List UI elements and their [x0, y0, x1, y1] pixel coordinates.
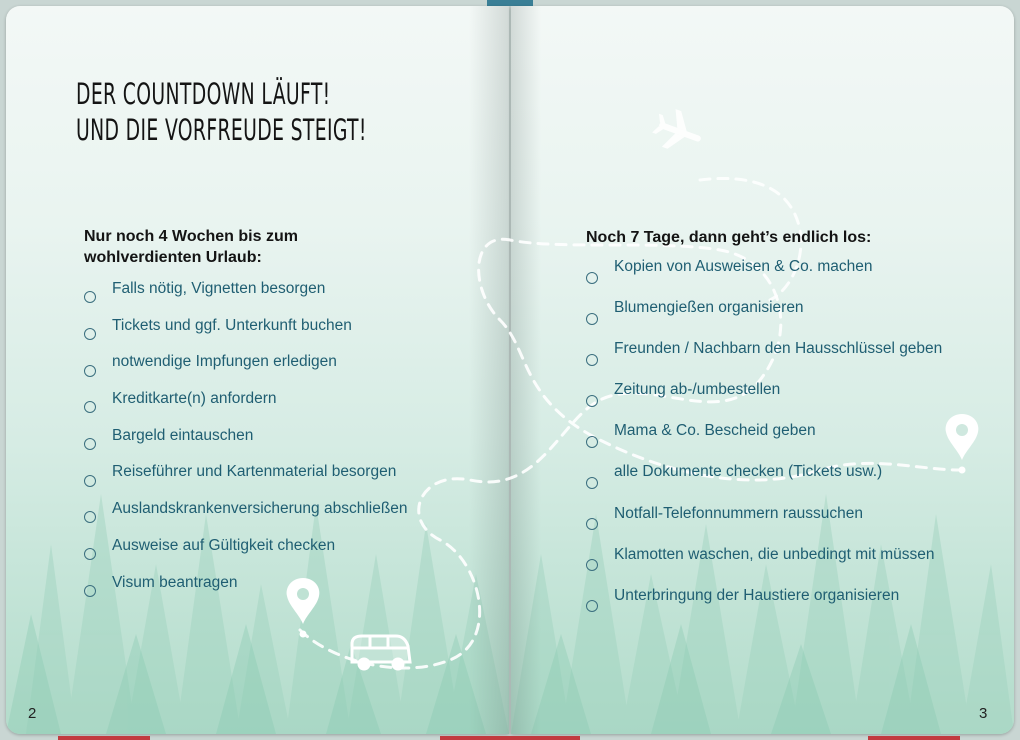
checkbox-circle-icon[interactable] — [586, 395, 598, 407]
checklist-item[interactable] — [586, 257, 942, 298]
checklist-item-label: Kreditkarte(n) anfordern — [112, 390, 277, 408]
checklist-item[interactable] — [84, 573, 408, 610]
checkbox-circle-icon[interactable] — [586, 436, 598, 448]
right-checklist — [586, 257, 942, 627]
checkbox-circle-icon[interactable] — [586, 600, 598, 612]
checkbox-circle-icon[interactable] — [84, 365, 96, 377]
page-title — [76, 76, 367, 148]
title-line: UND DIE VORFREUDE STEIGT! — [76, 113, 367, 147]
checklist-item[interactable] — [586, 380, 942, 421]
checklist-item[interactable] — [586, 339, 942, 380]
left-checklist — [84, 279, 408, 609]
checklist-item-label: Reiseführer und Kartenmaterial besorgen — [112, 463, 397, 481]
checklist-item-label: alle Dokumente checken (Tickets usw.) — [614, 463, 883, 481]
checkbox-circle-icon[interactable] — [84, 585, 96, 597]
checklist-item-label: Mama & Co. Bescheid geben — [614, 422, 816, 440]
checklist-item-label: notwendige Impfungen erledigen — [112, 353, 337, 371]
checklist-item-label: Klamotten waschen, die unbedingt mit müssen — [614, 545, 935, 563]
checklist-item-label: Notfall-Telefonnummern raussuchen — [614, 504, 863, 522]
checklist-item[interactable] — [586, 586, 942, 627]
right-intro: Noch 7 Tage, dann geht’s endlich los: — [586, 229, 872, 246]
title-line: DER COUNTDOWN LÄUFT! — [76, 77, 331, 111]
checklist-item-label: Falls nötig, Vignetten besorgen — [112, 280, 326, 297]
ribbon-marker — [868, 736, 960, 740]
checklist-item[interactable] — [586, 298, 942, 339]
checklist-item[interactable] — [586, 545, 942, 586]
checklist-item[interactable] — [84, 352, 408, 389]
checklist-item-label: Ausweise auf Gültigkeit checken — [112, 536, 336, 554]
checklist-item-label: Zeitung ab-/umbestellen — [614, 381, 781, 399]
ribbon-marker — [58, 736, 150, 740]
checklist-item-label: Tickets und ggf. Unterkunft buchen — [112, 316, 352, 334]
checklist-item[interactable] — [84, 316, 408, 353]
page-number-left: 2 — [28, 705, 37, 722]
checkbox-circle-icon[interactable] — [586, 518, 598, 530]
checklist-item[interactable] — [586, 504, 942, 545]
checkbox-circle-icon[interactable] — [84, 475, 96, 487]
checkbox-circle-icon[interactable] — [586, 272, 598, 284]
checkbox-circle-icon[interactable] — [586, 477, 598, 489]
checklist-item-label: Unterbringung der Haustiere organisieren — [614, 586, 900, 604]
ribbon-marker — [440, 736, 580, 740]
checklist-item-label: Visum beantragen — [112, 573, 238, 591]
checklist-item[interactable] — [586, 462, 942, 503]
checklist-item[interactable] — [84, 426, 408, 463]
checkbox-circle-icon[interactable] — [586, 559, 598, 571]
left-intro — [84, 226, 298, 268]
checkbox-circle-icon[interactable] — [84, 548, 96, 560]
checklist-item-label: Auslandskrankenversicherung abschließen — [112, 500, 408, 518]
checkbox-circle-icon[interactable] — [84, 328, 96, 340]
intro-line: Nur noch 4 Wochen bis zum — [84, 228, 298, 245]
checklist-item-label: Blumengießen organisieren — [614, 299, 804, 317]
checkbox-circle-icon[interactable] — [84, 401, 96, 413]
checklist-item-label: Freunden / Nachbarn den Hausschlüssel geben — [614, 340, 943, 358]
checkbox-circle-icon[interactable] — [586, 354, 598, 366]
checklist-item[interactable] — [84, 389, 408, 426]
checklist-item-label: Bargeld eintauschen — [112, 426, 254, 444]
checklist-item-label: Kopien von Ausweisen & Co. machen — [614, 258, 873, 275]
checkbox-circle-icon[interactable] — [84, 438, 96, 450]
checkbox-circle-icon[interactable] — [84, 291, 96, 303]
checklist-item[interactable] — [84, 499, 408, 536]
checkbox-circle-icon[interactable] — [586, 313, 598, 325]
checklist-item[interactable] — [84, 279, 408, 316]
checklist-item[interactable] — [586, 421, 942, 462]
page-number-right: 3 — [979, 705, 988, 722]
intro-line: wohlverdienten Urlaub: — [84, 249, 262, 266]
checkbox-circle-icon[interactable] — [84, 511, 96, 523]
checklist-item[interactable] — [84, 536, 408, 573]
checklist-item[interactable] — [84, 462, 408, 499]
